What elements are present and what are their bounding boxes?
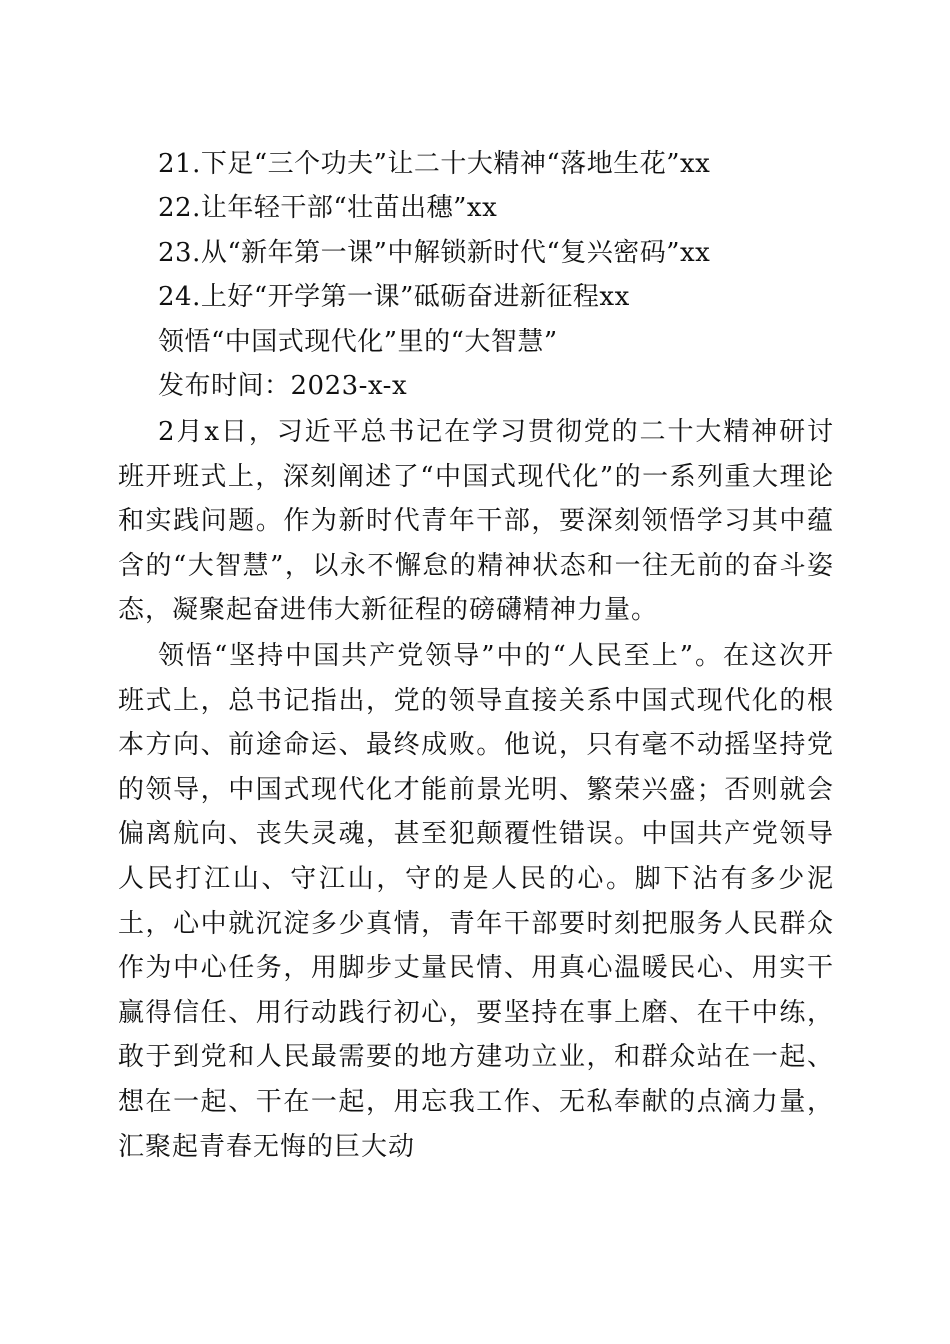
article-title: 领悟“中国式现代化”里的“大智慧” — [158, 327, 558, 357]
list-item-22: 22.让年轻干部“壮苗出穗”xx — [158, 193, 498, 223]
list-item-21: 21.下足“三个功夫”让二十大精神“落地生花”xx — [158, 149, 711, 179]
list-item-24: 24.上好“开学第一课”砥砺奋进新征程xx — [158, 282, 630, 312]
publish-date: 发布时间：2023-x-x — [158, 371, 408, 401]
list-item-23: 23.从“新年第一课”中解锁新时代“复兴密码”xx — [158, 238, 711, 268]
paragraph-leadership: 领悟“坚持中国共产党领导”中的“人民至上”。在这次开班式上，总书记指出，党的领导直接关系中国式现代化的根本方向、前途命运、最终成败。他说，只有毫不动摇坚持党的领导，中国式现代化才能前景光明、繁荣兴盛；否则就会偏离航向、丧失灵魂，甚至犯颠覆性错误。中国共产党领导人民打江山、守江山，守的是人民的心。脚下沾有多少泥土，心中就沉淀多少真情，青年干部要时刻把服务人民群众作为中心任务，用脚步丈量民情、用真心温暖民心、用实干赢得信任、用行动践行初心，要坚持在事上磨、在干中练，敢于到党和人民最需要的地方建功立业，和群众站在一起、想在一起、干在一起，用忘我工作、无私奉献的点滴力量，汇聚起青春无悔的巨大动 — [118, 641, 834, 1162]
paragraph-intro: 2月x日，习近平总书记在学习贯彻党的二十大精神研讨班开班式上，深刻阐述了“中国式现代化”的一系列重大理论和实践问题。作为新时代青年干部，要深刻领悟学习其中蕴含的“大智慧”，以永不懈怠的精神状态和一往无前的奋斗姿态，凝聚起奋进伟大新征程的磅礴精神力量。 — [118, 417, 834, 626]
